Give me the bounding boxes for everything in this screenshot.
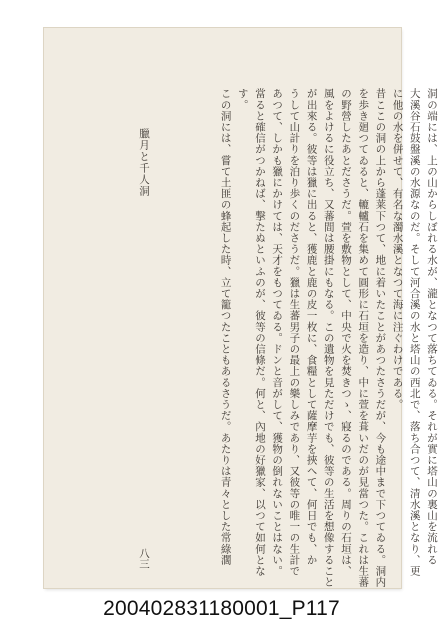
text-line: あつて、しかも獵にかけては、天才をもつてゐる。ドンと音がして、獲物の倒れないことはない。 xyxy=(271,88,284,577)
text-line: 風をよけるに役立ち、又蕃間は腰掛にもなる。この遺物を見ただけでも、彼等の生活を想像すること xyxy=(322,88,335,588)
scanned-page xyxy=(44,28,438,588)
text-line: 洞の端には、上の山からしぼれる水が、瀧となつて落ちてゐる。それが實に塔山の裏山を流れる xyxy=(426,88,438,566)
text-line: この洞には、嘗て土匪の蜂起した時、立て籠つたこともあるさうだ。あたりは青々とした常綠濶 xyxy=(219,88,232,566)
running-title: 臘月と千人洞 xyxy=(138,128,150,197)
text-line: 大溪谷石鼓盤溪の水源なのだ。そして河合溪の水と塔山の西北で、落ち合つて、清水溪となり、更 xyxy=(408,88,421,577)
text-line: うして山計りを泊り歩くのださうだ。獵は生蕃男子の最上の樂しみであり、又彼等の唯一の生計で xyxy=(288,88,301,577)
text-line: の野營したあとださうだ。萱を敷物として、中央で火を焚きつゝ、寢るのである。周りの石垣は、 xyxy=(339,88,352,577)
text-line: に他の水を併せて、有名な濁水溪となつて海に注ぐわけである。 xyxy=(391,88,404,410)
text-line: 當ると確信がつかねば、撃たぬといふのが、彼等の信條だ。何と、內地の好獵家、以つて如何とな xyxy=(253,88,266,577)
text-line: が出來る。彼等は獵に出ると、獲鹿と鹿の皮一枚に、食糧として薩摩芋を挾へて、何日でも、か xyxy=(305,88,318,566)
text-line: を歩き廻つてゐると、轆轤石を集めて圓形に石垣を造り、中に萱を葺いだのが見當つた。これは生蕃 xyxy=(357,88,370,588)
vertical-text-block xyxy=(140,88,440,590)
text-line: す。 xyxy=(236,88,249,111)
page-number: 八三 xyxy=(138,548,150,569)
text-line: 昔ここの洞の上から蓬莱下つて、地に着いたことがあつたさうだが、今も途中まで下つてゐる。洞内 xyxy=(374,88,387,588)
image-caption: 200402831180001_P117 xyxy=(103,597,340,620)
